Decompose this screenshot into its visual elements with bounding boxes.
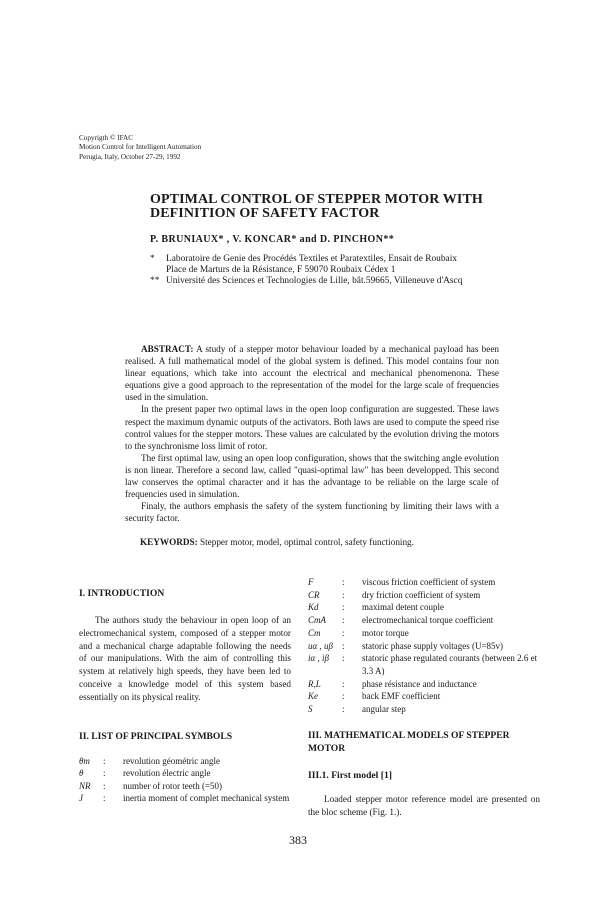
affiliation-mark: * — [150, 254, 155, 264]
symbol-row: Cm : motor torque — [308, 627, 548, 640]
authors: P. BRUNIAUX* , V. KONCAR* and D. PINCHON** — [150, 234, 395, 245]
conference-place-date: Perugia, Italy, October 27-29, 1992 — [79, 152, 181, 161]
symbol-row: Ke : back EMF coefficient — [308, 690, 548, 703]
symbol-row: iα , iβ : statoric phase regulated courants (between 2.6 et 3.3 A) — [308, 652, 548, 677]
page-number: 383 — [289, 833, 307, 847]
symbol-row: CmA : electromechanical torque coefficient — [308, 614, 548, 627]
symbol: θm — [79, 756, 90, 766]
copyright-block — [79, 134, 201, 162]
affiliation-1 — [150, 254, 550, 276]
symbol-description: maximal detent couple — [362, 602, 444, 613]
symbol-description: electromechanical torque coefficient — [362, 615, 494, 626]
symbol: Kd — [308, 602, 319, 613]
copyright-line: Copyrigth © IFAC — [79, 134, 134, 142]
symbol-row: θ : revolution électric angle — [79, 767, 291, 779]
abstract-paragraph: Finaly, the authors emphasis the safety of the system functioning by limiting their laws with a security factor. — [125, 501, 499, 524]
symbol-description: viscous friction coefficient of system — [362, 577, 496, 587]
symbol-row: CR : dry friction coefficient of system — [308, 589, 548, 602]
symbol: J — [79, 793, 83, 804]
symbol: θ — [79, 768, 84, 779]
paper-title — [150, 193, 530, 221]
abstract-paragraph: The first optimal law, using an open loop configuration, shows that the switching angle evolution is non linear. Therefore a second law, called "quasi-optimal law" has been developped. This second law conserves the optimal character and it has the advantage to be reliable on the large scale of frequencies used in simulation. — [125, 452, 499, 500]
symbol-description: back EMF coefficient — [362, 691, 441, 702]
symbol-row: NR : number of rotor teeth (=50) — [79, 780, 291, 792]
symbol-row: uα , uβ : statoric phase supply voltages (U=85v) — [308, 640, 548, 653]
symbol-description: motor torque — [362, 627, 409, 638]
symbol-row: S : angular step — [308, 703, 548, 716]
affiliation-line: Laboratoire de Genie des Procédés Textiles et Paratextiles, Ensait de Roubaix — [166, 254, 458, 264]
keywords-text: Stepper motor, model, optimal control, safety functioning. — [199, 537, 414, 547]
affiliation-line: Place de Marturs de la Résistance, F 59070 Roubaix Cédex 1 — [166, 265, 396, 276]
title-line-1: OPTIMAL CONTROL OF STEPPER MOTOR WITH — [150, 192, 483, 207]
symbol: NR — [79, 780, 91, 791]
symbol-description: revolution électric angle — [123, 768, 211, 779]
symbol-row: J : inertia moment of complet mechanical system — [79, 793, 290, 804]
keywords-label: KEYWORDS: — [140, 537, 198, 547]
symbol: Cm — [308, 627, 321, 638]
symbol-description: angular step — [362, 704, 406, 715]
section-heading-symbols: II. LIST OF PRINCIPAL SYMBOLS — [79, 731, 233, 742]
model-paragraph: Loaded stepper motor reference model are presented on the bloc scheme (Fig. 1.). — [308, 794, 540, 817]
abstract-paragraph — [125, 343, 499, 403]
symbol: F — [308, 577, 314, 587]
section-heading-introduction: I. INTRODUCTION — [79, 588, 165, 599]
symbol-list-right — [308, 576, 548, 716]
symbol-list-left — [79, 755, 291, 805]
symbol-row: F : viscous friction coefficient of system — [308, 576, 548, 589]
title-line-2: DEFINITION OF SAFETY FACTOR — [150, 206, 380, 221]
abstract — [125, 343, 499, 524]
abstract-paragraph: In the present paper two optimal laws in the open loop configuration are suggested. These laws respect the maximum dynamic outputs of the activators. Both laws are used to compute the speed rise control values for the stepper motors. These values are calculated by the evolution driving the motors to the synchronisme loss limit of rotor. — [125, 404, 499, 451]
subsection-heading-first-model: III.1. First model [1] — [308, 770, 392, 781]
symbol-row: θm : revolution géométric angle — [79, 755, 291, 767]
conference-name: Motion Control for Intelligent Automation — [79, 143, 202, 152]
affiliation-mark: ** — [150, 276, 160, 287]
symbol: CmA — [308, 615, 326, 626]
symbol-description: inertia moment of complet mechanical system — [123, 793, 290, 804]
symbol-description: number of rotor teeth (=50) — [123, 780, 223, 791]
introduction-text — [79, 614, 291, 704]
symbol: Ke — [308, 691, 318, 702]
symbol: S — [308, 704, 313, 715]
symbol-row: Kd : maximal detent couple — [308, 601, 548, 614]
first-model-text — [308, 793, 540, 819]
symbol: R,L — [308, 678, 321, 689]
abstract-text: A study of a stepper motor behaviour loaded by a mechanical payload has been realised. A full mathematical model of the global system is defined. This model contains four non linear equations, which take into account the electrical and mechanical phenomenona. These equations give a good approach to the representation of the model for the large scale of frequencies used in the simulation. — [125, 344, 499, 403]
keywords — [140, 537, 414, 547]
abstract-label: ABSTRACT: — [141, 344, 194, 354]
symbol-description: phase résistance and inductance — [362, 678, 477, 689]
affiliations — [150, 254, 550, 288]
affiliation-2 — [150, 276, 550, 287]
symbol-description: revolution géométric angle — [123, 756, 220, 766]
intro-paragraph: The authors study the behaviour in open loop of an electromechanical system, composed of a stepper motor and a mechanical charge adaptable following the needs of our manipulations. With the aim of controlling this system at relatively high speeds, they have been led to conceive a knowledge model of this system based essentially on its physical reality. — [79, 615, 291, 702]
symbol: iα , iβ — [308, 653, 329, 664]
section-heading-mathematical-models: III. MATHEMATICAL MODELS OF STEPPER MOTOR — [308, 730, 510, 754]
symbol-description: dry friction coefficient of system — [362, 589, 481, 600]
affiliation-line: Université des Sciences et Technologies de Lille, bât.59665, Villeneuve d'Ascq — [166, 276, 463, 287]
symbol: uα , uβ — [308, 640, 333, 651]
symbol-description: statoric phase supply voltages (U=85v) — [362, 640, 504, 651]
symbol-row: R,L : phase résistance and inductance — [308, 678, 548, 691]
symbol-description: statoric phase regulated courants (between 2.6 et 3.3 A) — [362, 653, 538, 676]
symbol: CR — [308, 589, 320, 600]
